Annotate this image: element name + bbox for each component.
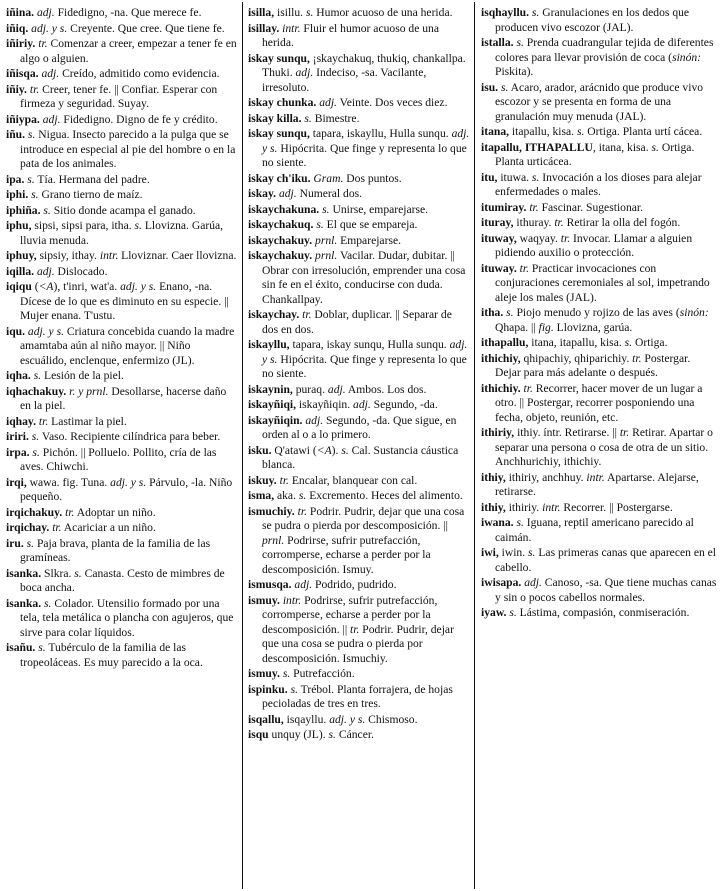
dictionary-entry: iñisqa. adj. Creído, admitido como evidencia. <box>6 67 220 80</box>
dictionary-entry: isqhayllu. s. Granulaciones en los dedos que producen vivo escozor (JAL). <box>481 6 690 34</box>
dictionary-entry: itana, itapallu, kisa. s. Ortiga. Planta urtí cácea. <box>481 125 703 138</box>
column-1 <box>6 6 238 671</box>
dictionary-entry: iqu. adj. y s. Criatura concebida cuando la madre amamtaba aún al niño mayor. || Niño escuálido, enclenque, enfermizo (JL). <box>6 324 235 367</box>
dictionary-entry: iskuy. tr. Encalar, blanquear con cal. <box>248 473 418 487</box>
dictionary-entry: isilla, isillu. s. Humor acuoso de una herida. <box>248 6 453 19</box>
dictionary-entry: iskayñiqi, iskayñiqin. adj. Segundo, -da. <box>248 398 438 411</box>
dictionary-entry: isma, aka. s. Excremento. Heces del alimento. <box>248 489 463 502</box>
dictionary-entry: iyaw. s. Lástima, compasión, conmiseración. <box>481 606 690 619</box>
dictionary-entry: isu. s. Acaro, arador, arácnido que produce vivo escozor y se presenta en forma de una granulación muy menuda (JAL). <box>481 80 704 123</box>
dictionary-entry: irqi, wawa. fig. Tuna. adj. y s. Párvulo, -la. Niño pequeño. <box>6 475 233 503</box>
dictionary-entry: itha. s. Piojo menudo y rojizo de las aves (sinón: Qhapa. || fig. Llovizna, garúa. <box>481 306 709 334</box>
dictionary-entry: isanka. Slkra. s. Canasta. Cesto de mimbres de boca ancha. <box>6 566 225 594</box>
dictionary-entry: iphiña. s. Sitio donde acampa el ganado. <box>6 203 196 217</box>
dictionary-entry: irqichay. tr. Acariciar a un niño. <box>6 521 156 534</box>
dictionary-entry: iqiqu (<A), t'inri, wat'a. adj. y s. Enano, -na. Dícese de lo que es diminuto en su especie. || Mujer enana. T'ustu. <box>6 280 229 322</box>
dictionary-entry: iphuy, sipsiy, ithay. intr. Lloviznar. Caer llovizna. <box>6 249 237 262</box>
dictionary-entry: iskaychakuy. prnl. Emparejarse. <box>248 233 401 247</box>
dictionary-entry: ituway. tr. Practicar invocaciones con conjuraciones ceremoniales al sol, impetrando aleje los males (JAL). <box>481 261 710 304</box>
dictionary-entry: ithichiy. tr. Recorrer, hacer mover de un lugar a otro. || Postergar, recorrer posponiendo una fecha, objeto, reunión, etc. <box>481 381 703 424</box>
dictionary-entry: iskay chunka. adj. Veinte. Dos veces diez. <box>248 96 448 109</box>
dictionary-entry: iwisapa. adj. Canoso, -sa. Que tiene muchas canas y sin o pocos cabellos normales. <box>481 576 717 604</box>
dictionary-entry: iskay ch'iku. Gram. Dos puntos. <box>248 171 402 185</box>
dictionary-entry: iñiriy. tr. Comenzar a creer, empezar a tener fe en algo o alguien. <box>6 37 237 65</box>
dictionary-entry: iñiq. adj. y s. Creyente. Que cree. Que tiene fe. <box>6 21 225 35</box>
dictionary-entry: isqu unquy (JL). s. Cáncer. <box>248 728 374 741</box>
dictionary-entry: ispinku. s. Trébol. Planta forrajera, de hojas pecioladas de tres en tres. <box>248 682 453 710</box>
column-divider <box>474 2 475 889</box>
dictionary-entry: isillay. intr. Fluir el humor acuoso de una herida. <box>248 21 439 49</box>
dictionary-entry: iskay killa. s. Bimestre. <box>248 111 360 125</box>
dictionary-entry: itu, ituwa. s. Invocación a los dioses para alejar enfermedades o males. <box>481 170 702 198</box>
dictionary-entry: isañu. s. Tubérculo de la familia de las tropeoláceas. Es muy parecido a la oca. <box>6 641 203 669</box>
dictionary-entry: isanka. s. Colador. Utensilio formado por una tela, tela metálica o plancha con agujeros, que sirve para colar líquidos. <box>6 596 234 639</box>
dictionary-entry: iwi, iwin. s. Las primeras canas que aparecen en el cabello. <box>481 546 717 574</box>
dictionary-entry: iqhay. tr. Lastimar la piel. <box>6 414 127 428</box>
dictionary-entry: iñu. s. Nigua. Insecto parecido a la pulga que se introduce en especial al pie del hombre o en la pata de los animales. <box>6 128 236 170</box>
dictionary-entry: iskaychay. tr. Doblar, duplicar. || Separar de dos en dos. <box>248 308 452 336</box>
dictionary-entry: ithichiy, qhipachiy, qhiparichiy. tr. Postergar. Dejar para más adelante o después. <box>481 351 691 379</box>
dictionary-entry: iriri. s. Vaso. Recipiente cilíndrica para beber. <box>6 430 221 443</box>
dictionary-entry: iskay sunqu, ¡skaychakuq, thukiq, chankallpa. Thuki. adj. Indeciso, -sa. Vacilante, irresoluto. <box>248 51 466 94</box>
dictionary-entry: ismuy. s. Putrefacción. <box>248 667 355 680</box>
dictionary-entry: iskaynin, puraq. adj. Ambos. Los dos. <box>248 382 427 396</box>
dictionary-entry: iwana. s. Iguana, reptil americano parecido al caimán. <box>481 516 694 544</box>
dictionary-entry: irqichakuy. tr. Adoptar un niño. <box>6 505 156 519</box>
column-divider <box>242 2 243 889</box>
dictionary-entry: iqilla. adj. Dislocado. <box>6 264 108 278</box>
dictionary-entry: ithiy, ithiriy. intr. Recorrer. || Postergarse. <box>481 500 673 514</box>
dictionary-entry: isqallu, isqayllu. adj. y s. Chismoso. <box>248 712 418 726</box>
column-3 <box>481 6 717 622</box>
dictionary-entry: istalla. s. Prenda cuadrangular tejida de diferentes colores para llevar provisión de coca (sinón: Piskita). <box>481 36 714 78</box>
dictionary-entry: ituray, ithuray. tr. Retirar la olla del fogón. <box>481 216 681 229</box>
dictionary-entry: iskaychakuq. s. El que se empareja. <box>248 218 418 231</box>
dictionary-entry: iskayllu, tapara, iskay sunqu, Hulla sunqu. adj. y s. Hipócrita. Que finge y representa lo que no siente. <box>248 338 468 380</box>
dictionary-entry: iphu, sipsi, sipsi para, itha. s. Llovizna. Garúa, lluvia menuda. <box>6 219 224 247</box>
dictionary-entry: ituway, waqyay. tr. Invocar. Llamar a alguien pidiendo auxilio o protección. <box>481 231 693 259</box>
dictionary-entry: iñina. adj. Fidedigno, -na. Que merece fe. <box>6 6 202 19</box>
dictionary-entry: iskay. adj. Numeral dos. <box>248 187 363 200</box>
dictionary-entry: iphi. s. Grano tierno de maíz. <box>6 188 143 201</box>
dictionary-entry: iqha. s. Lesión de la piel. <box>6 369 124 382</box>
dictionary-entry: iskay sunqu, tapara, iskayllu, Hulla sunqu. adj. y s. Hipócrita. Que finge y representa lo que no siente. <box>248 127 470 169</box>
dictionary-entry: iskaychakuna. s. Unirse, emparejarse. <box>248 202 429 216</box>
dictionary-entry: itumiray. tr. Fascinar. Sugestionar. <box>481 200 644 214</box>
dictionary-entry: itapallu, ITHAPALLU, itana, kisa. s. Ortiga. Planta urticácea. <box>481 140 695 168</box>
dictionary-entry: ithiy, ithiriy, anchhuy. intr. Apartarse. Alejarse, retirarse. <box>481 470 699 498</box>
dictionary-entry: ismuchiy. tr. Podrir. Pudrir, dejar que una cosa se pudra o pierda por descomposición. || prnl. Podrirse, sufrir putrefacción, corromperse, echarse a perder por la descomposición. Ismuy. <box>248 504 465 576</box>
dictionary-entry: irpa. s. Pichón. || Polluelo. Pollito, cría de las aves. Chiwchi. <box>6 445 217 473</box>
dictionary-entry: iskaychakuy. prnl. Vacilar. Dudar, dubitar. || Obrar con irresolución, emprender una cosa sin fe en el éxito, conducirse con duda. Chankallpay. <box>248 249 466 306</box>
dictionary-entry: iñiypa. adj. Fidedigno. Digno de fe y crédito. <box>6 112 218 126</box>
dictionary-entry: ismuy. intr. Podrirse, sufrir putrefacción, corromperse, echarse a perder por la descomposición. || tr. Podrir. Pudrir, dejar que una cosa se pudra o pierda por descomposición. Ismuchiy. <box>248 593 454 665</box>
dictionary-entry: ipa. s. Tía. Hermana del padre. <box>6 172 150 186</box>
dictionary-entry: ismusqa. adj. Podrido, pudrido. <box>248 578 397 591</box>
dictionary-entry: isku. Q'atawi (<A). s. Cal. Sustancia cáustica blanca. <box>248 443 459 471</box>
dictionary-entry: iqhachakuy. r. y prnl. Desollarse, hacerse daño en la piel. <box>6 384 227 412</box>
column-2 <box>248 6 470 744</box>
dictionary-entry: ithiriy, ithiy. íntr. Retirarse. || tr. Retirar. Apartar o separar una persona o cosa de otra de un sitio. Anchhurichiy, ithichiy. <box>481 426 713 468</box>
dictionary-entry: iru. s. Paja brava, planta de la familia de las gramíneas. <box>6 536 211 564</box>
dictionary-entry: iskayñiqin. adj. Segundo, -da. Que sigue, en orden al o a lo primero. <box>248 413 457 441</box>
dictionary-entry: iñiy. tr. Creer, tener fe. || Confiar. Esperar con firmeza y seguridad. Suyay. <box>6 82 218 110</box>
dictionary-entry: ithapallu, itana, itapallu, kisa. s. Ortiga. <box>481 336 668 349</box>
